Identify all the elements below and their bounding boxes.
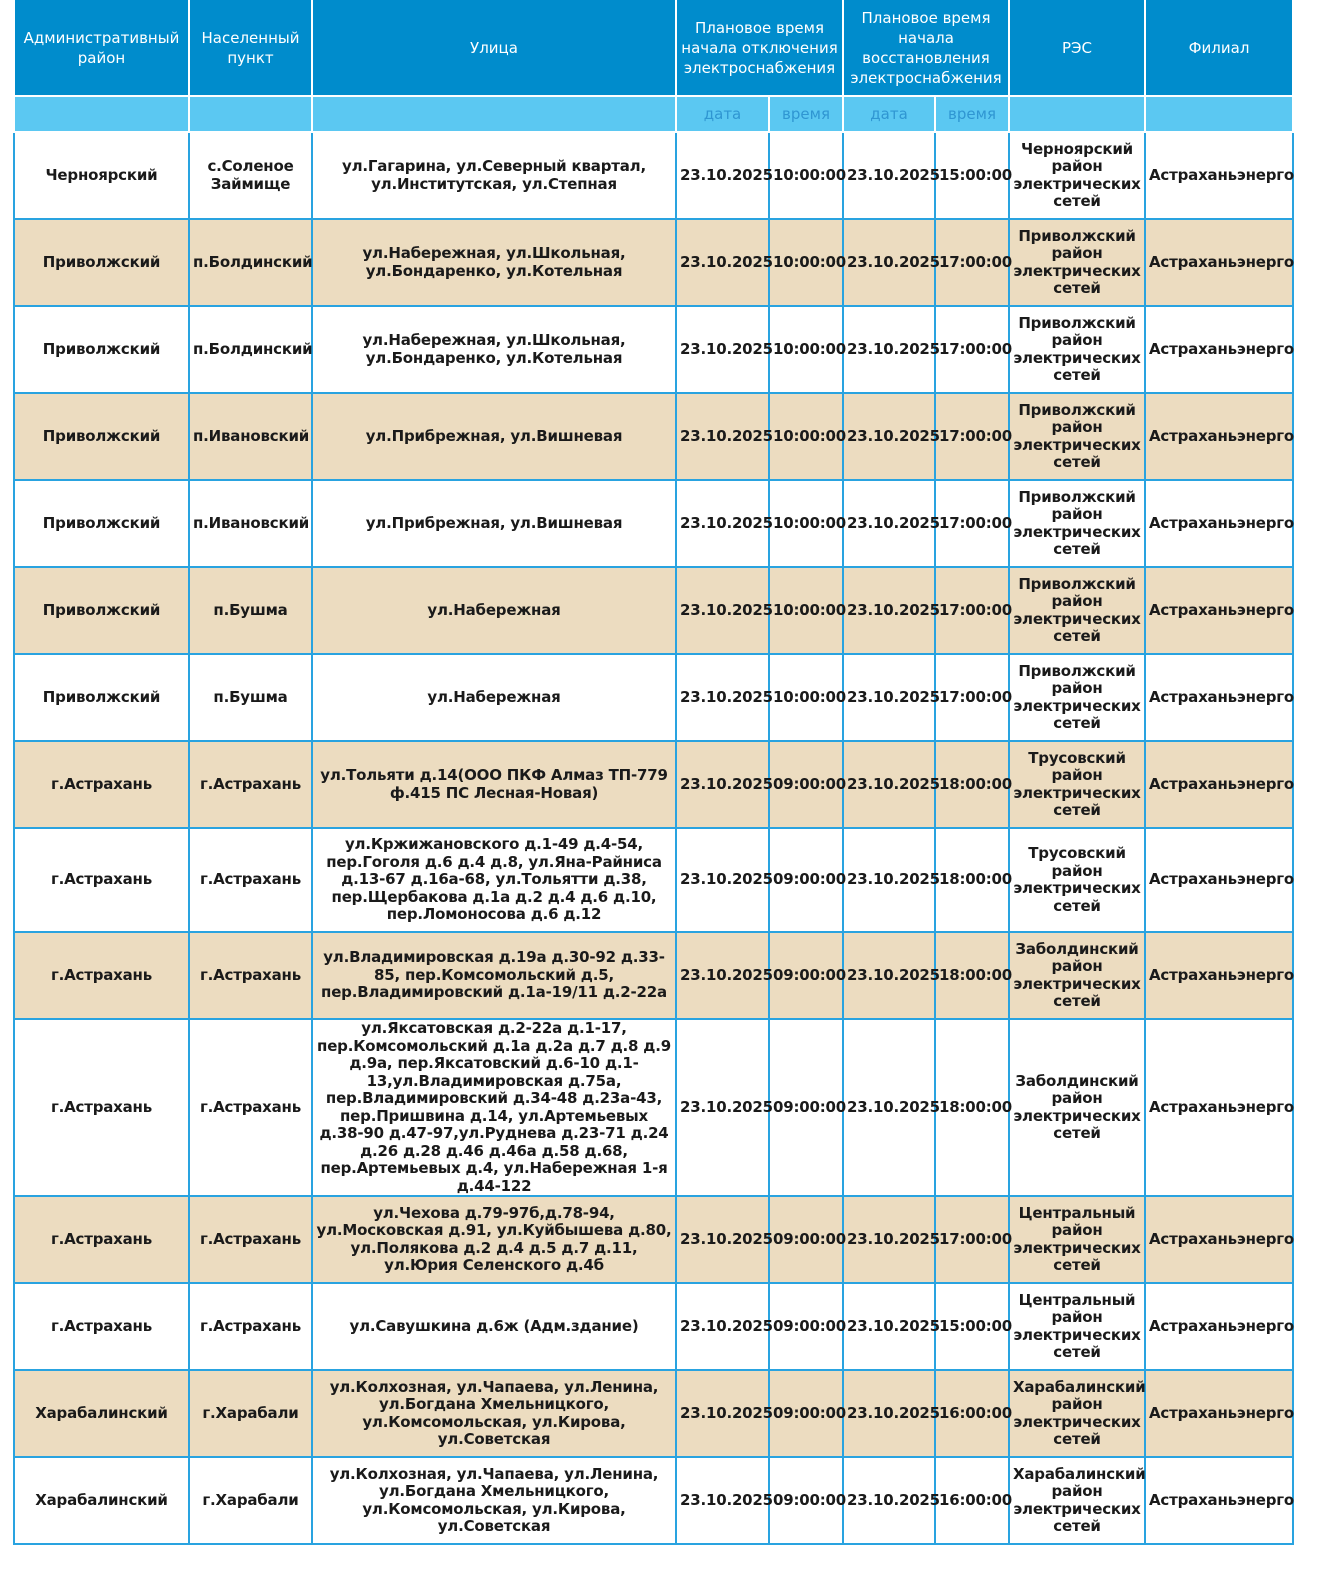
cell-on-time: 15:00:00 [935, 132, 1009, 219]
cell-street: ул.Набережная [312, 654, 676, 741]
cell-off-time: 10:00:00 [769, 393, 843, 480]
cell-settlement: г.Астрахань [189, 1019, 312, 1196]
cell-settlement: п.Ивановский [189, 393, 312, 480]
table-row [14, 132, 1293, 219]
table-row [14, 1457, 1293, 1544]
cell-on-date: 23.10.2025 [843, 132, 935, 219]
cell-district: г.Астрахань [14, 932, 189, 1019]
cell-res: Центральный район электрических сетей [1009, 1283, 1145, 1370]
table-row [14, 932, 1293, 1019]
table-row [14, 393, 1293, 480]
table-row [14, 1019, 1293, 1196]
cell-on-date: 23.10.2025 [843, 1283, 935, 1370]
subheader-empty [1145, 96, 1293, 132]
cell-street: ул.Кржижановского д.1-49 д.4-54, пер.Гоголя д.6 д.4 д.8, ул.Яна-Райниса д.13-67 д.16а-68, ул.Тольятти д.38, пер.Щербакова д.1а д.2 д.4 д.6 д.10, пер.Ломоносова д.6 д.12 [312, 828, 676, 932]
table-row [14, 567, 1293, 654]
cell-off-time: 10:00:00 [769, 132, 843, 219]
cell-on-date: 23.10.2025 [843, 932, 935, 1019]
cell-off-date: 23.10.2025 [676, 1283, 769, 1370]
cell-off-date: 23.10.2025 [676, 567, 769, 654]
cell-street: ул.Яксатовская д.2-22а д.1-17, пер.Комсомольский д.1а д.2а д.7 д.8 д.9 д.9а, пер.Яксатовский д.6-10 д.1-13,ул.Владимировская д.75а, пер.Владимировский д.34-48 д.23а-43, пер.Пришвина д.14, ул.Артемьевых д.38-90 д.47-97,ул.Руднева д.23-71 д.24 д.26 д.28 д.46 д.46а д.58 д.68, пер.Артемьевых д.4, ул.Набережная 1-я д.44-122 [312, 1019, 676, 1196]
cell-district: Приволжский [14, 567, 189, 654]
table-row [14, 1283, 1293, 1370]
cell-off-date: 23.10.2025 [676, 1019, 769, 1196]
cell-street: ул.Колхозная, ул.Чапаева, ул.Ленина, ул.Богдана Хмельницкого, ул.Комсомольская, ул.Кирова, ул.Советская [312, 1370, 676, 1457]
cell-on-time: 17:00:00 [935, 393, 1009, 480]
cell-off-date: 23.10.2025 [676, 132, 769, 219]
cell-street: ул.Колхозная, ул.Чапаева, ул.Ленина, ул.Богдана Хмельницкого, ул.Комсомольская, ул.Кирова, ул.Советская [312, 1457, 676, 1544]
cell-off-time: 09:00:00 [769, 932, 843, 1019]
cell-on-time: 15:00:00 [935, 1283, 1009, 1370]
cell-settlement: г.Харабали [189, 1457, 312, 1544]
cell-res: Центральный район электрических сетей [1009, 1196, 1145, 1283]
cell-res: Приволжский район электрических сетей [1009, 654, 1145, 741]
cell-branch: Астраханьэнерго [1145, 219, 1293, 306]
cell-off-date: 23.10.2025 [676, 654, 769, 741]
cell-on-time: 18:00:00 [935, 828, 1009, 932]
cell-street: ул.Владимировская д.19а д.30-92 д.33-85, пер.Комсомольский д.5, пер.Владимировский д.1а-19/11 д.2-22а [312, 932, 676, 1019]
cell-res: Харабалинский район электрических сетей [1009, 1370, 1145, 1457]
cell-street: ул.Гагарина, ул.Северный квартал, ул.Институтская, ул.Степная [312, 132, 676, 219]
cell-settlement: г.Астрахань [189, 828, 312, 932]
cell-branch: Астраханьэнерго [1145, 1196, 1293, 1283]
cell-res: Приволжский район электрических сетей [1009, 306, 1145, 393]
cell-on-time: 17:00:00 [935, 1196, 1009, 1283]
cell-branch: Астраханьэнерго [1145, 1283, 1293, 1370]
cell-settlement: г.Астрахань [189, 1196, 312, 1283]
cell-res: Трусовский район электрических сетей [1009, 828, 1145, 932]
cell-branch: Астраханьэнерго [1145, 1370, 1293, 1457]
header-res: РЭС [1009, 0, 1145, 96]
cell-on-time: 16:00:00 [935, 1457, 1009, 1544]
cell-res: Черноярский район электрических сетей [1009, 132, 1145, 219]
cell-district: Харабалинский [14, 1457, 189, 1544]
header-outage-start: Плановое время начала отключения электроснабжения [676, 0, 843, 96]
cell-off-date: 23.10.2025 [676, 306, 769, 393]
table-row [14, 480, 1293, 567]
cell-on-time: 18:00:00 [935, 932, 1009, 1019]
cell-off-time: 09:00:00 [769, 741, 843, 828]
cell-off-time: 09:00:00 [769, 828, 843, 932]
subheader-on-date: дата [843, 96, 935, 132]
cell-district: г.Астрахань [14, 741, 189, 828]
cell-branch: Астраханьэнерго [1145, 393, 1293, 480]
cell-on-time: 16:00:00 [935, 1370, 1009, 1457]
cell-street: ул.Чехова д.79-97б,д.78-94, ул.Московская д.91, ул.Куйбышева д.80, ул.Полякова д.2 д.4 д.5 д.7 д.11, ул.Юрия Селенского д.4б [312, 1196, 676, 1283]
cell-res: Приволжский район электрических сетей [1009, 219, 1145, 306]
cell-settlement: г.Астрахань [189, 1283, 312, 1370]
cell-on-date: 23.10.2025 [843, 1019, 935, 1196]
table-row [14, 219, 1293, 306]
cell-street: ул.Прибрежная, ул.Вишневая [312, 480, 676, 567]
cell-off-time: 10:00:00 [769, 567, 843, 654]
cell-off-date: 23.10.2025 [676, 932, 769, 1019]
header-branch: Филиал [1145, 0, 1293, 96]
cell-branch: Астраханьэнерго [1145, 306, 1293, 393]
subheader-on-time: время [935, 96, 1009, 132]
cell-off-date: 23.10.2025 [676, 828, 769, 932]
header-street: Улица [312, 0, 676, 96]
cell-branch: Астраханьэнерго [1145, 132, 1293, 219]
cell-on-date: 23.10.2025 [843, 306, 935, 393]
table-row [14, 654, 1293, 741]
cell-settlement: п.Бушма [189, 654, 312, 741]
cell-settlement: п.Болдинский [189, 219, 312, 306]
cell-res: Приволжский район электрических сетей [1009, 480, 1145, 567]
table-header [14, 0, 1293, 132]
cell-res: Харабалинский район электрических сетей [1009, 1457, 1145, 1544]
cell-district: г.Астрахань [14, 1019, 189, 1196]
cell-district: г.Астрахань [14, 828, 189, 932]
header-district: Административный район [14, 0, 189, 96]
table-body [14, 132, 1293, 1544]
cell-on-time: 17:00:00 [935, 219, 1009, 306]
outage-schedule-table [13, 0, 1294, 1545]
header-row [14, 0, 1293, 96]
cell-off-time: 09:00:00 [769, 1370, 843, 1457]
cell-off-date: 23.10.2025 [676, 480, 769, 567]
cell-street: ул.Савушкина д.6ж (Адм.здание) [312, 1283, 676, 1370]
cell-district: Харабалинский [14, 1370, 189, 1457]
cell-on-time: 18:00:00 [935, 741, 1009, 828]
subheader-empty [1009, 96, 1145, 132]
cell-res: Трусовский район электрических сетей [1009, 741, 1145, 828]
subheader-empty [189, 96, 312, 132]
table-row [14, 741, 1293, 828]
cell-off-date: 23.10.2025 [676, 741, 769, 828]
subheader-row [14, 96, 1293, 132]
cell-district: Приволжский [14, 654, 189, 741]
cell-off-time: 10:00:00 [769, 219, 843, 306]
cell-off-date: 23.10.2025 [676, 393, 769, 480]
cell-on-date: 23.10.2025 [843, 828, 935, 932]
cell-on-date: 23.10.2025 [843, 1196, 935, 1283]
table-row [14, 306, 1293, 393]
cell-off-date: 23.10.2025 [676, 1370, 769, 1457]
cell-settlement: г.Астрахань [189, 741, 312, 828]
cell-district: г.Астрахань [14, 1196, 189, 1283]
cell-on-date: 23.10.2025 [843, 1370, 935, 1457]
cell-settlement: п.Ивановский [189, 480, 312, 567]
cell-on-time: 17:00:00 [935, 654, 1009, 741]
cell-branch: Астраханьэнерго [1145, 932, 1293, 1019]
cell-district: Приволжский [14, 393, 189, 480]
cell-off-time: 10:00:00 [769, 480, 843, 567]
cell-off-time: 09:00:00 [769, 1019, 843, 1196]
cell-settlement: г.Астрахань [189, 932, 312, 1019]
cell-on-time: 18:00:00 [935, 1019, 1009, 1196]
cell-branch: Астраханьэнерго [1145, 480, 1293, 567]
cell-branch: Астраханьэнерго [1145, 654, 1293, 741]
cell-branch: Астраханьэнерго [1145, 1457, 1293, 1544]
subheader-empty [312, 96, 676, 132]
cell-off-time: 09:00:00 [769, 1457, 843, 1544]
cell-off-date: 23.10.2025 [676, 1457, 769, 1544]
cell-off-date: 23.10.2025 [676, 219, 769, 306]
cell-on-time: 17:00:00 [935, 480, 1009, 567]
cell-off-time: 10:00:00 [769, 654, 843, 741]
cell-settlement: п.Бушма [189, 567, 312, 654]
table-row [14, 1196, 1293, 1283]
cell-off-date: 23.10.2025 [676, 1196, 769, 1283]
cell-street: ул.Набережная, ул.Школьная, ул.Бондаренко, ул.Котельная [312, 219, 676, 306]
cell-on-date: 23.10.2025 [843, 1457, 935, 1544]
cell-on-date: 23.10.2025 [843, 567, 935, 654]
cell-on-date: 23.10.2025 [843, 741, 935, 828]
cell-off-time: 09:00:00 [769, 1196, 843, 1283]
cell-street: ул.Набережная [312, 567, 676, 654]
cell-street: ул.Набережная, ул.Школьная, ул.Бондаренко, ул.Котельная [312, 306, 676, 393]
cell-on-date: 23.10.2025 [843, 654, 935, 741]
cell-street: ул.Тольяти д.14(ООО ПКФ Алмаз ТП-779 ф.415 ПС Лесная-Новая) [312, 741, 676, 828]
cell-district: Приволжский [14, 219, 189, 306]
cell-settlement: г.Харабали [189, 1370, 312, 1457]
cell-on-time: 17:00:00 [935, 306, 1009, 393]
cell-branch: Астраханьэнерго [1145, 567, 1293, 654]
table-row [14, 1370, 1293, 1457]
cell-res: Заболдинский район электрических сетей [1009, 932, 1145, 1019]
subheader-off-time: время [769, 96, 843, 132]
subheader-off-date: дата [676, 96, 769, 132]
cell-on-date: 23.10.2025 [843, 219, 935, 306]
cell-on-time: 17:00:00 [935, 567, 1009, 654]
cell-res: Приволжский район электрических сетей [1009, 567, 1145, 654]
header-settlement: Населенный пункт [189, 0, 312, 96]
header-restore-start: Плановое время начала восстановления электроснабжения [843, 0, 1009, 96]
cell-settlement: с.Соленое Займище [189, 132, 312, 219]
cell-res: Приволжский район электрических сетей [1009, 393, 1145, 480]
cell-street: ул.Прибрежная, ул.Вишневая [312, 393, 676, 480]
cell-off-time: 09:00:00 [769, 1283, 843, 1370]
cell-district: г.Астрахань [14, 1283, 189, 1370]
cell-district: Черноярский [14, 132, 189, 219]
cell-district: Приволжский [14, 480, 189, 567]
subheader-empty [14, 96, 189, 132]
cell-branch: Астраханьэнерго [1145, 1019, 1293, 1196]
cell-off-time: 10:00:00 [769, 306, 843, 393]
table-row [14, 828, 1293, 932]
cell-settlement: п.Болдинский [189, 306, 312, 393]
cell-branch: Астраханьэнерго [1145, 828, 1293, 932]
cell-district: Приволжский [14, 306, 189, 393]
cell-branch: Астраханьэнерго [1145, 741, 1293, 828]
cell-on-date: 23.10.2025 [843, 393, 935, 480]
cell-res: Заболдинский район электрических сетей [1009, 1019, 1145, 1196]
cell-on-date: 23.10.2025 [843, 480, 935, 567]
